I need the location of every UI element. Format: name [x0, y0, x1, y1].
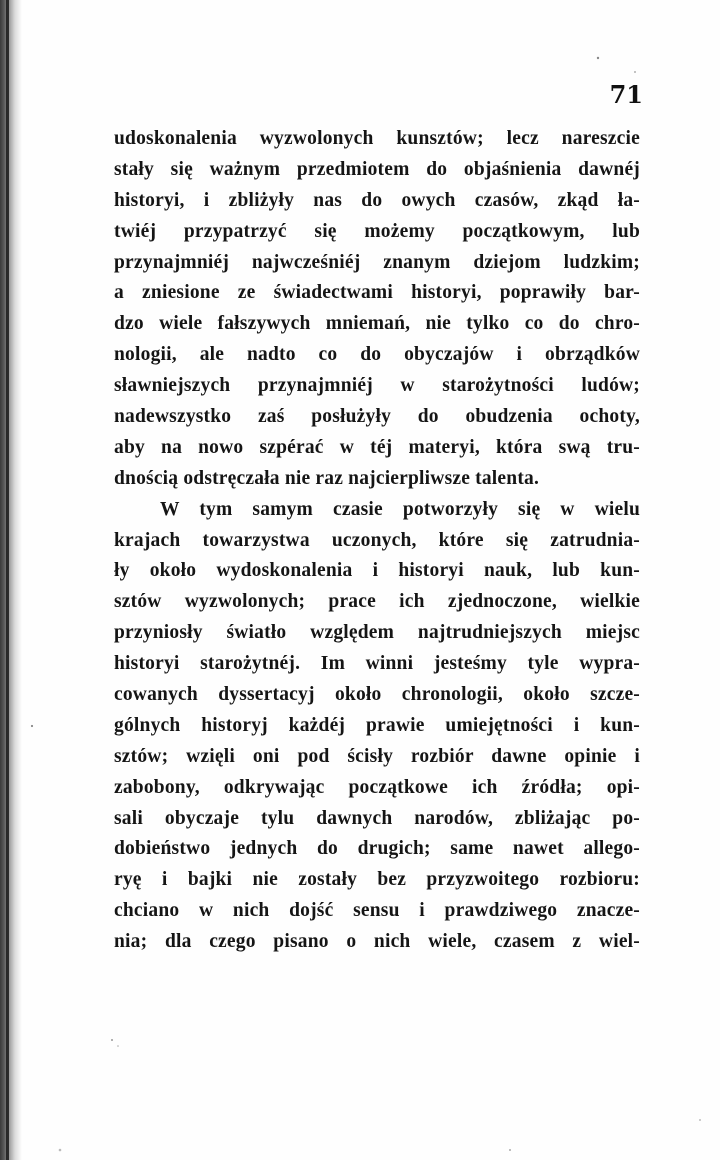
- text-line: przyniosły światło względem najtrudniejszych miejsc: [114, 622, 640, 644]
- text-line: ryę i bajki nie zostały bez przyzwoitego rozbioru:: [114, 869, 640, 891]
- text-line: historyi starożytnéj. Im winni jesteśmy tyle wypra-: [114, 653, 640, 675]
- text-line: sztów; wzięli oni pod ścisły rozbiór dawne opinie i: [114, 745, 640, 767]
- text-line: przynajmniéj najwcześniéj znanym dziejom ludzkim;: [114, 251, 640, 273]
- paragraph-1: [114, 124, 640, 495]
- text-line: chciano w nich dojść sensu i prawdziwego znacze-: [114, 900, 640, 922]
- text-line: aby na nowo szpérać w téj materyi, która swą tru-: [114, 436, 640, 458]
- book-binding-edge: [6, 0, 9, 1160]
- page-number: 71: [609, 80, 643, 109]
- paragraph-2: [114, 495, 640, 958]
- text-line: nologii, ale nadto co do obyczajów i obrządków: [114, 344, 640, 366]
- text-line: ły około wydoskonalenia i historyi nauk, lub kun-: [114, 560, 640, 582]
- text-line: dnością odstręczała nie raz najcierpliwsze talenta.: [114, 467, 540, 489]
- text-line: sztów wyzwolonych; prace ich zjednoczone, wielkie: [114, 591, 640, 613]
- book-binding-shadow: [0, 0, 22, 1160]
- text-line: nadewszystko zaś posłużyły do obudzenia ochoty,: [114, 406, 640, 428]
- text-line: nia; dla czego pisano o nich wiele, czasem z wiel-: [114, 931, 640, 953]
- text-line: twiéj przypatrzyć się możemy początkowym, lub: [114, 220, 640, 242]
- text-line: dzo wiele fałszywych mniemań, nie tylko co do chro-: [114, 313, 640, 335]
- text-line: historyi, i zbliżyły nas do owych czasów, zkąd ła-: [114, 189, 640, 211]
- text-line: W tym samym czasie potworzyły się w wielu: [160, 498, 640, 520]
- text-line: zabobony, odkrywając początkowe ich źródła; opi-: [114, 776, 640, 798]
- text-line: udoskonalenia wyzwolonych kunsztów; lecz nareszcie: [114, 128, 640, 149]
- text-line: cowanych dyssertacyj około chronologii, około szcze-: [114, 684, 640, 706]
- text-line: gólnych historyj każdéj prawie umiejętności i kun-: [114, 714, 640, 736]
- text-line: sali obyczaje tylu dawnych narodów, zbliżając po-: [114, 807, 640, 829]
- body-text: [114, 124, 640, 958]
- text-line: sławniejszych przynajmniéj w starożytności ludów;: [114, 375, 640, 397]
- text-line: dobieństwo jednych do drugich; same nawet allego-: [114, 838, 640, 860]
- text-line: stały się ważnym przedmiotem do objaśnienia dawnéj: [114, 158, 640, 180]
- text-line: a zniesione ze świadectwami historyi, poprawiły bar-: [114, 282, 640, 304]
- text-line: krajach towarzystwa uczonych, które się zatrudnia-: [114, 529, 640, 551]
